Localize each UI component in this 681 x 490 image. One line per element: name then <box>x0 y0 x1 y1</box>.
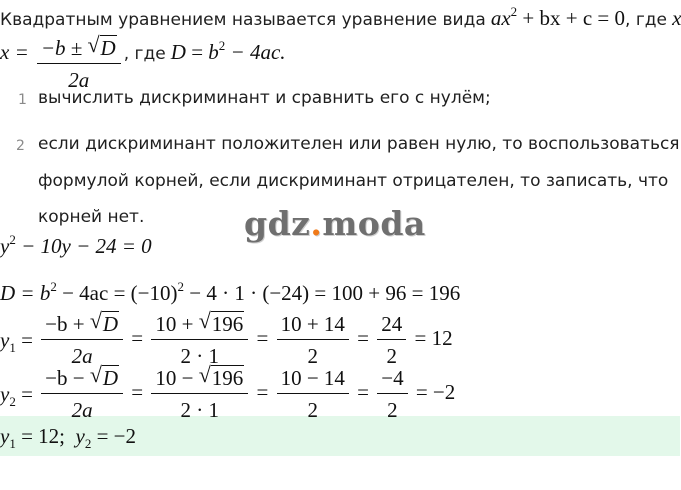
step-1 <box>18 89 27 108</box>
y2-calculation: $y_2$ = −b − √ D 2a = 10 − √ 196 2 · 1 = $\frac{10 - 14}{2}$ = $\frac{-4}{2}$ = −2 <box>0 362 456 422</box>
y2-result: = −2 <box>415 379 456 404</box>
step-2-line-3: корней нет. <box>38 207 145 227</box>
root-formula-where: , где <box>123 43 166 64</box>
root-formula-fraction: −b ± √ D 2a <box>37 36 121 92</box>
discriminant-calculation: $D = b^2 - 4ac = (-10)^2 - 4 \cdot 1 \cdot (-24) = 100 + 96 = 196$ <box>0 279 461 305</box>
general-equation: $ax^2$ + bx + c = 0 <box>490 4 626 30</box>
y1-result: = 12 <box>414 325 453 350</box>
quadratic-equation: $y^2 - 10y - 24 = 0$ <box>0 232 152 258</box>
y1-fraction-4: $\frac{24}{2}$ <box>377 312 406 368</box>
step-1-marker: 1 <box>18 92 27 108</box>
root-formula-x: x = <box>0 39 29 64</box>
step-2 <box>16 135 25 154</box>
final-answer: $y_1 = 12$; $y_2 = -2$ <box>0 424 137 451</box>
watermark-logo: gdz.moda <box>244 204 426 243</box>
intro-line-1 <box>0 6 681 31</box>
discriminant-definition: $D = b^2 - 4ac$. <box>170 37 286 64</box>
y2-fraction-2: 10 − √ 196 2 · 1 <box>151 366 248 422</box>
step-1-text: вычислить дискриминант и сравнить его с нулём; <box>38 88 491 108</box>
step-2-line-2: формулой корней, если дискриминант отрицателен, то записать, что <box>38 171 669 191</box>
intro-line-2 <box>0 30 286 92</box>
y2-fraction-4: $\frac{-4}{2}$ <box>377 366 407 422</box>
step-2-line-1: если дискриминант положителен или равен нулю, то воспользоваться <box>38 134 680 154</box>
y2-fraction-3: $\frac{10 - 14}{2}$ <box>277 366 349 422</box>
y1-fraction-1: −b + √ D 2a <box>41 312 123 368</box>
y1-calculation: $y_1$ = −b + √ D 2a = 10 + √ 196 2 · 1 = $\frac{10 + 14}{2}$ = $\frac{24}{2}$ = 12 <box>0 308 453 368</box>
intro-x: x <box>672 6 681 30</box>
y1-fraction-2: 10 + √ 196 2 · 1 <box>151 312 248 368</box>
intro-tail: , где <box>625 10 667 30</box>
y1-fraction-3: $\frac{10 + 14}{2}$ <box>277 312 349 368</box>
y2-fraction-1: −b − √ D 2a <box>41 366 123 422</box>
intro-text: Квадратным уравнением называется уравнение вида <box>0 10 486 30</box>
step-2-marker: 2 <box>16 138 25 154</box>
